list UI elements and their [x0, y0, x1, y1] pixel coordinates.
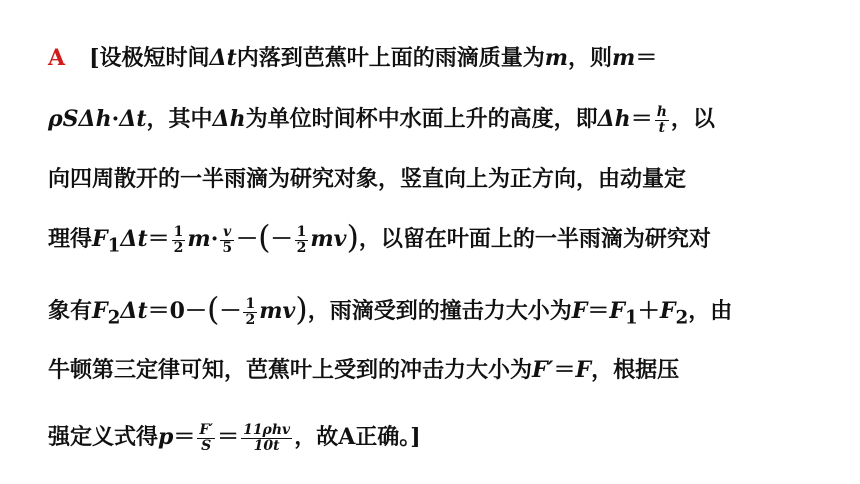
fraction-denominator: S — [201, 437, 212, 454]
math-symbol: Δh — [597, 106, 631, 132]
text: ＋ — [637, 298, 660, 324]
text: ，根据压 — [591, 357, 680, 383]
text: 象有 — [48, 298, 93, 324]
math-symbol: F — [92, 226, 108, 252]
fraction-numerator: h — [656, 103, 667, 120]
text: － — [236, 226, 259, 252]
math-symbol: F — [659, 298, 676, 324]
fraction — [197, 423, 215, 454]
math-symbol: Δh — [212, 106, 246, 132]
fraction-numerator: 1 — [245, 295, 256, 312]
text: ，雨滴受到的撞击力大小为 — [307, 298, 572, 324]
math-symbol: F — [571, 298, 588, 324]
fraction — [241, 423, 292, 454]
fraction-denominator: 2 — [296, 239, 307, 256]
math-symbol: ρSΔh — [48, 106, 112, 132]
line-1 — [48, 43, 657, 73]
text: ，则 — [568, 45, 613, 71]
math-symbol: F — [609, 298, 626, 324]
text: ，以 — [670, 106, 715, 132]
text: ＝ — [553, 357, 576, 383]
line-5 — [48, 290, 733, 333]
math-symbol: Δt — [119, 106, 147, 132]
math-symbol: F — [92, 298, 108, 324]
text: ，其中 — [146, 106, 213, 132]
fraction — [243, 297, 257, 328]
text: ，故A正确。] — [294, 424, 421, 450]
text: － — [270, 226, 293, 252]
right-paren: ) — [295, 290, 308, 328]
right-paren: ) — [346, 218, 359, 256]
text: 向四周散开的一半雨滴为研究对象，竖直向上为正方向，由动量定 — [48, 166, 687, 192]
math-symbol: Δt — [120, 298, 148, 324]
text: 牛顿第三定律可知，芭蕉叶上受到的冲击力大小为 — [48, 357, 533, 383]
fraction — [655, 105, 669, 136]
subscript: 2 — [675, 307, 689, 329]
fraction-denominator: 2 — [173, 239, 184, 256]
subscript: 2 — [107, 307, 121, 329]
text: － — [219, 298, 242, 324]
math-symbol: m — [544, 45, 569, 71]
answer-letter: A — [48, 45, 66, 71]
fraction-denominator: t — [658, 119, 666, 136]
left-paren: ( — [258, 218, 271, 256]
math-symbol: p — [158, 424, 174, 450]
fraction-numerator: 1 — [173, 223, 184, 240]
line-7 — [48, 422, 421, 454]
text: ＝ — [587, 298, 610, 324]
math-symbol: m — [187, 226, 211, 252]
fraction — [172, 225, 186, 256]
text: 强定义式得 — [48, 424, 159, 450]
text: ＝ — [217, 424, 240, 450]
math-symbol: mv — [259, 298, 296, 324]
text: 内落到芭蕉叶上面的雨滴质量为 — [236, 45, 545, 71]
text: 理得 — [48, 226, 93, 252]
fraction-numerator: 1 — [296, 223, 307, 240]
text: ＝ — [147, 226, 170, 252]
left-paren: ( — [206, 290, 220, 328]
fraction — [295, 225, 309, 256]
math-symbol: F′ — [532, 357, 554, 383]
text: ，以留在叶面上的一半雨滴为研究对 — [358, 226, 711, 252]
line-3 — [48, 164, 686, 194]
fraction-denominator: 5 — [222, 239, 233, 256]
fraction — [220, 225, 234, 256]
text: 为单位时间杯中水面上升的高度，即 — [245, 106, 598, 132]
text: ，由 — [688, 298, 733, 324]
math-symbol: Δt — [120, 226, 148, 252]
fraction-numerator: F′ — [199, 421, 214, 438]
text: ＝ — [173, 424, 196, 450]
subscript: 1 — [107, 235, 121, 257]
text: ＝ — [635, 45, 658, 71]
text: ＝0－ — [147, 298, 207, 324]
fraction-numerator: 11ρhv — [243, 421, 291, 438]
text: · — [210, 226, 219, 252]
line-6 — [48, 355, 679, 385]
fraction-numerator: v — [220, 225, 234, 241]
text: ＝ — [630, 106, 653, 132]
text: [设极短时间 — [89, 45, 210, 71]
line-2 — [48, 104, 715, 136]
math-symbol: m — [612, 45, 636, 71]
math-symbol: Δt — [209, 45, 237, 71]
fraction-denominator: 10t — [253, 437, 280, 454]
math-symbol: F — [575, 357, 592, 383]
subscript: 1 — [625, 307, 638, 329]
line-4 — [48, 218, 711, 261]
text: · — [111, 106, 120, 132]
fraction-denominator: 2 — [245, 311, 256, 328]
math-symbol: mv — [310, 226, 347, 252]
